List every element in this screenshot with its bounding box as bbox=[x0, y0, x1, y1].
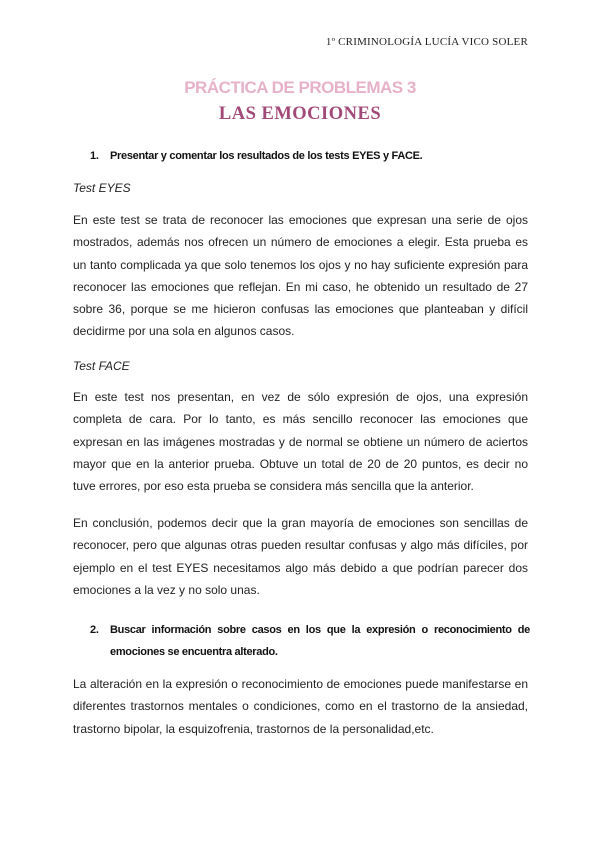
test-face-paragraph: En este test nos presentan, en vez de sólo expresión de ojos, una expresión completa de cara. Por lo tanto, es más sencillo reconocer las emociones que expresan en las imágenes mostradas y de normal se obtiene un número de aciertos mayor que en la anterior prueba. Obtuve un total de 20 de 20 puntos, es decir no tuve errores, por eso esta prueba se considera más sencilla que la anterior. bbox=[73, 390, 528, 494]
section-1-heading bbox=[90, 150, 422, 162]
section-2-number: 2. bbox=[90, 624, 99, 636]
test-eyes-paragraph: En este test se trata de reconocer las emociones que expresan una serie de ojos mostrados, además nos ofrecen un número de emociones a elegir. Esta prueba es un tanto complicada ya que solo tenemos los ojos y no hay suficiente expresión para reconocer las emociones que reflejan. En mi caso, he obtenido un resultado de 27 sobre 36, porque se me hicieron confusas las emociones que planteaban y difícil decidirme por una sola en algunos casos. bbox=[73, 213, 528, 339]
test-face-label: Test FACE bbox=[73, 359, 130, 373]
document-subtitle: LAS EMOCIONES bbox=[218, 104, 382, 124]
section-1-heading-text: Presentar y comentar los resultados de los tests EYES y FACE. bbox=[110, 150, 423, 162]
section-2-heading-line1: Buscar información sobre casos en los que la expresión o reconocimiento de bbox=[110, 624, 530, 636]
document-title: PRÁCTICA DE PROBLEMAS 3 bbox=[184, 78, 416, 97]
test-eyes-label: Test EYES bbox=[73, 181, 131, 195]
section-2-paragraph: La alteración en la expresión o reconocimiento de emociones puede manifestarse en diferentes trastornos mentales o condiciones, como en el trastorno de la ansiedad, trastorno bipolar, la esquizofrenia, trastornos de la personalidad,etc. bbox=[73, 677, 528, 736]
section-1-number: 1. bbox=[90, 150, 99, 162]
page-header-author: 1º CRIMINOLOGÍA LUCÍA VICO SOLER bbox=[325, 36, 528, 48]
conclusion-paragraph: En conclusión, podemos decir que la gran mayoría de emociones son sencillas de reconocer, pero que algunas otras pueden resultar confusas y algo más difíciles, por ejemplo en el test EYES necesitamos algo más debido a que podrían parecer dos emociones a la vez y no solo unas. bbox=[73, 516, 528, 597]
section-2-heading-row1 bbox=[90, 619, 530, 641]
section-2-heading bbox=[90, 619, 530, 663]
section-2-heading-line2: emociones se encuentra alterado. bbox=[110, 646, 278, 658]
